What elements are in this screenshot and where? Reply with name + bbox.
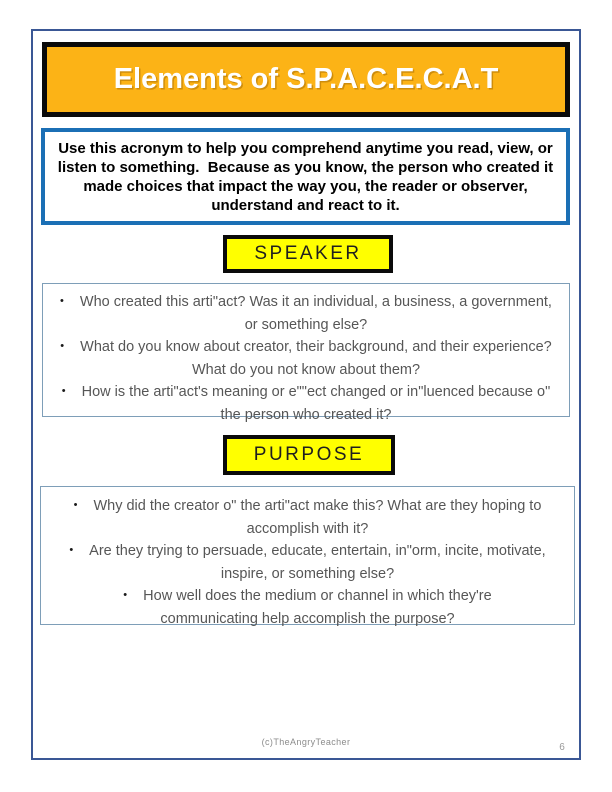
list-item xyxy=(57,381,555,426)
purpose-questions-panel xyxy=(40,486,575,625)
page-title: Elements of S.P.A.C.E.C.A.T xyxy=(113,63,499,95)
list-item xyxy=(53,540,562,585)
bullet-text: How is the arti"act's meaning or e""ect changed or in"luenced because o" the person who created it? xyxy=(81,384,551,423)
bullet-icon: • xyxy=(73,499,78,511)
bullet-icon: • xyxy=(69,544,74,556)
speaker-questions-panel xyxy=(42,283,570,423)
bullet-text: Why did the creator o" the arti"act make this? What are they hoping to accomplish with it? xyxy=(93,498,542,537)
bullet-icon: • xyxy=(61,385,66,397)
speaker-label: SPEAKER xyxy=(254,243,362,264)
intro-box xyxy=(41,128,570,225)
bullet-text: Who created this arti"act? Was it an individual, a business, a government, or something else? xyxy=(79,294,552,333)
section-label-purpose xyxy=(223,435,395,475)
bullet-text: How well does the medium or channel in which they're communicating help accomplish the purpose? xyxy=(143,588,492,627)
list-item xyxy=(57,336,555,381)
purpose-label: PURPOSE xyxy=(253,444,365,465)
page-number: 6 xyxy=(559,742,565,753)
section-label-speaker xyxy=(223,235,393,273)
list-item xyxy=(53,495,562,540)
list-item xyxy=(57,291,555,336)
title-banner xyxy=(42,42,570,117)
bullet-text: What do you know about creator, their background, and their experience? What do you not know about them? xyxy=(80,339,552,378)
intro-text: Use this acronym to help you comprehend anytime you read, view, or listen to something. Because as you know, the person who created it made choices that impact the way you, the reader or observer, understand and react to it. xyxy=(57,139,558,214)
bullet-icon: • xyxy=(123,589,128,601)
bullet-text: Are they trying to persuade, educate, entertain, in"orm, incite, motivate, inspire, or something else? xyxy=(89,543,546,582)
bullet-icon: • xyxy=(60,295,64,307)
bullet-icon: • xyxy=(60,340,65,352)
list-item xyxy=(92,585,524,630)
footer-credit: (c)TheAngryTeacher xyxy=(261,737,351,747)
